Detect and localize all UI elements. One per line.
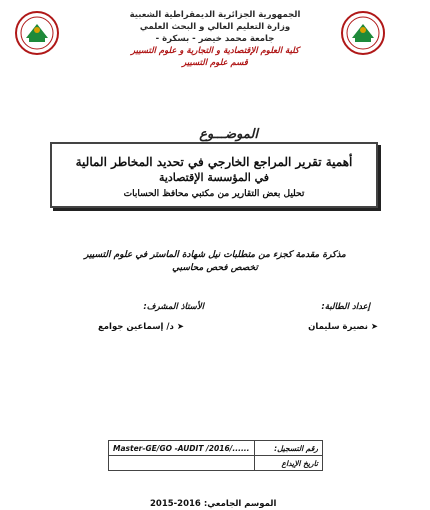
university-logo-right bbox=[340, 10, 386, 56]
registration-number-label: رقم التسجيل: bbox=[254, 441, 323, 456]
memo-description bbox=[20, 249, 410, 275]
institution-header bbox=[100, 9, 330, 69]
thesis-title-box bbox=[50, 142, 378, 208]
registration-number-value: Master-GE/GO -AUDIT /2016/...... bbox=[109, 441, 255, 456]
memo-line1: مذكرة مقدمة كجزء من متطلبات نيل شهادة الماستر في علوم التسيير bbox=[84, 250, 346, 260]
memo-line2: تخصص فحص محاسبي bbox=[172, 263, 258, 273]
table-row bbox=[109, 441, 323, 456]
arrow-bullet-icon: ➤ bbox=[176, 322, 184, 332]
thesis-title-line1: أهمية تقرير المراجع الخارجي في تحديد المخاطر المالية bbox=[75, 155, 353, 169]
student-label: إعداد الطالبة: bbox=[321, 302, 370, 312]
deposit-date-label: تاريخ الإيداع bbox=[254, 456, 323, 471]
header-country: الجمهورية الجزائرية الديمقراطية الشعبية bbox=[129, 10, 301, 20]
deposit-date-value bbox=[109, 456, 255, 471]
academic-year bbox=[150, 499, 276, 509]
academic-year-value: 2015-2016 bbox=[150, 499, 201, 509]
student-name: نصيرة سليمان bbox=[308, 322, 368, 332]
thesis-subtitle: تحليل بعض التقارير من مكتبي محافظ الحسابات bbox=[123, 189, 305, 199]
header-university: جامعة محمد خيضر - بسكرة - bbox=[155, 34, 275, 44]
supervisor-name: د/ إسماعين جوامع bbox=[97, 322, 174, 332]
thesis-title-line2: في المؤسسة الإقتصادية bbox=[158, 171, 270, 184]
header-faculty: كلية العلوم الإقتصادية و التجارية و علوم التسيير bbox=[130, 46, 299, 56]
academic-year-label: الموسم الجامعي: bbox=[203, 499, 277, 509]
supervisor-name-row bbox=[98, 322, 184, 332]
subject-label: الموضـــوع bbox=[199, 127, 258, 142]
university-logo-left bbox=[14, 10, 60, 56]
header-department: قسم علوم التسيير bbox=[182, 58, 248, 68]
header-ministry: وزارة التعليم العالي و البحث العلمي bbox=[139, 22, 291, 32]
registration-table bbox=[108, 440, 323, 471]
supervisor-label: الأستاذ المشرف: bbox=[143, 302, 204, 312]
arrow-bullet-icon: ➤ bbox=[370, 322, 378, 332]
table-row bbox=[109, 456, 323, 471]
student-name-row bbox=[308, 322, 378, 332]
